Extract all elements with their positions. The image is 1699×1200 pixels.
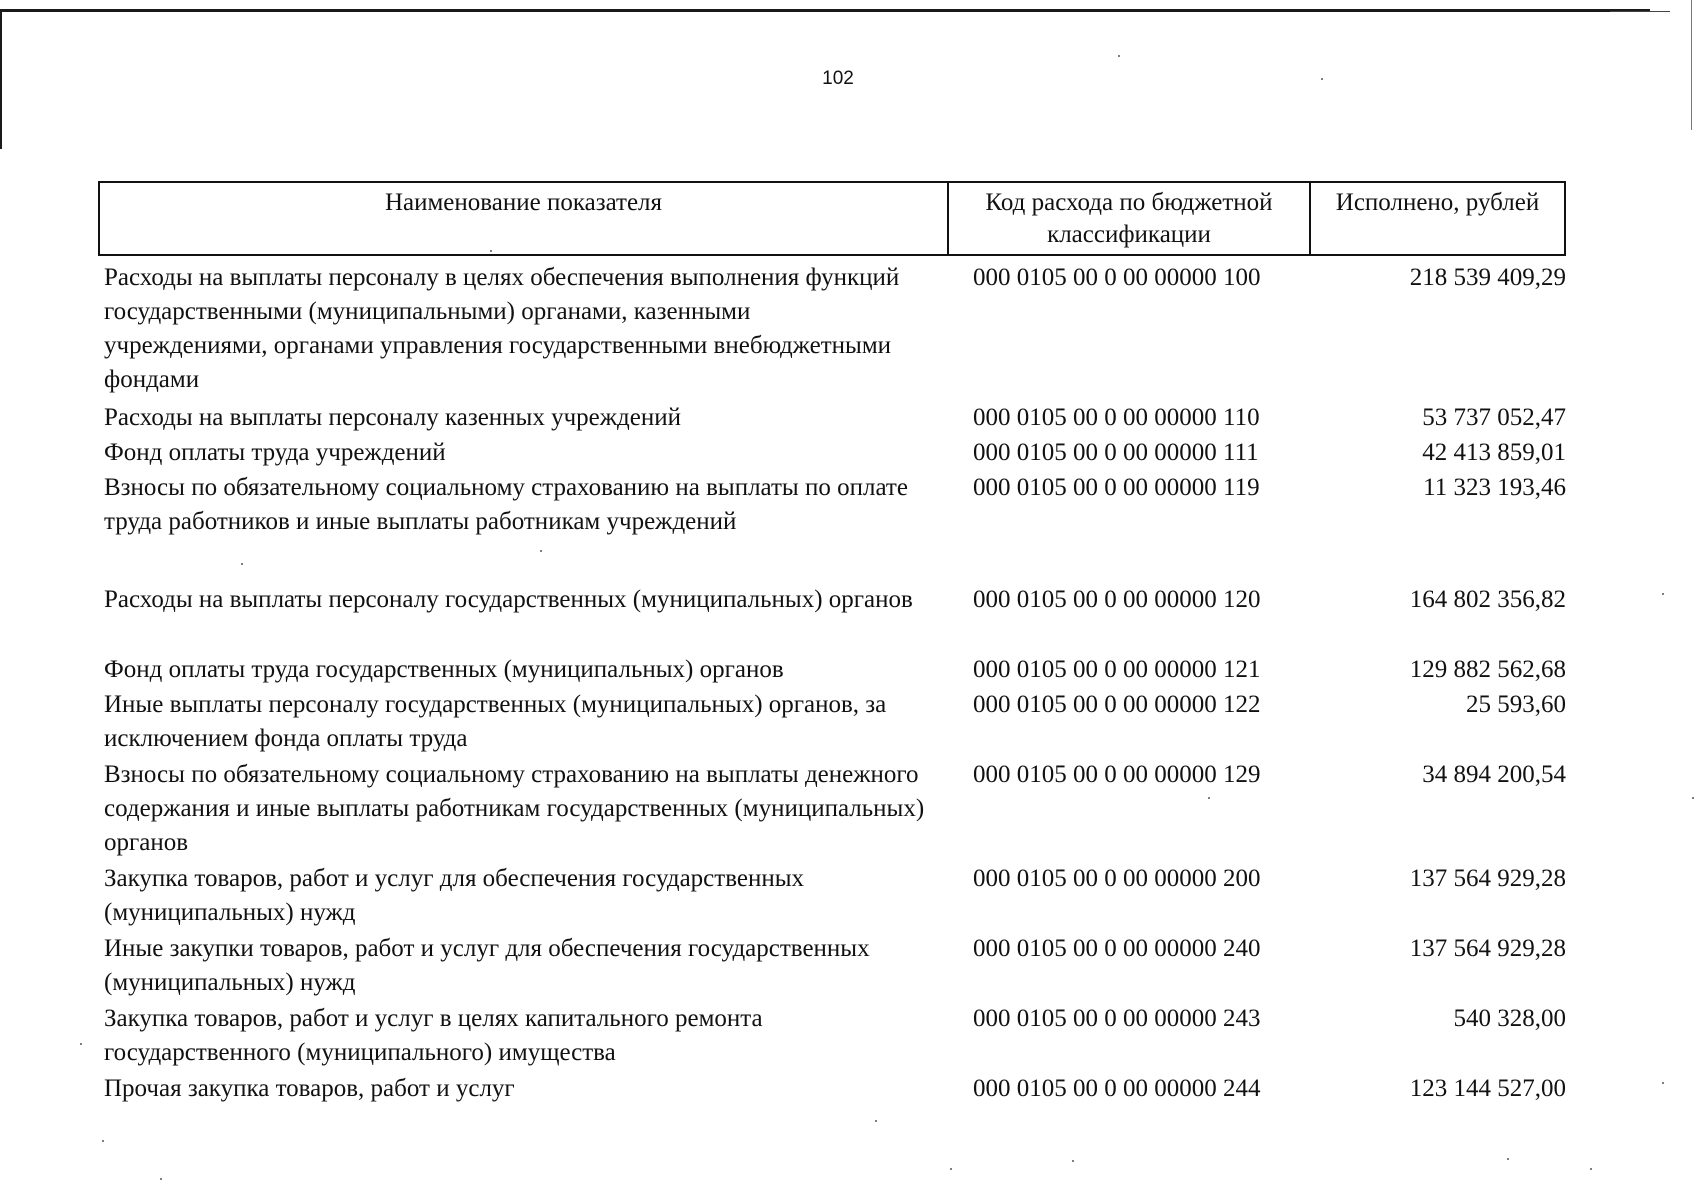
row-amount: 218 539 409,29 xyxy=(1409,264,1566,291)
scan-speck xyxy=(80,1043,82,1045)
scan-speck xyxy=(950,1168,952,1170)
scan-frame-top-edge-thin xyxy=(1610,11,1670,12)
row-code: 000 0105 00 0 00 00000 111 xyxy=(973,439,1259,466)
row-name: Закупка товаров, работ и услуг в целях капитального ремонта государственного (муниципального) имущества xyxy=(104,1005,763,1066)
table-row xyxy=(98,261,1566,401)
row-code: 000 0105 00 0 00 00000 122 xyxy=(973,691,1261,718)
row-amount: 42 413 859,01 xyxy=(1422,439,1566,466)
scan-frame-left-edge xyxy=(0,9,2,149)
row-code: 000 0105 00 0 00 00000 100 xyxy=(973,264,1261,291)
table-row xyxy=(98,653,1566,688)
scan-speck xyxy=(875,1120,877,1122)
row-amount: 123 144 527,00 xyxy=(1409,1075,1566,1102)
row-amount: 129 882 562,68 xyxy=(1409,656,1566,683)
row-code: 000 0105 00 0 00 00000 243 xyxy=(973,1005,1261,1032)
row-name: Закупка товаров, работ и услуг для обеспечения государственных (муниципальных) нужд xyxy=(104,865,805,926)
row-name: Прочая закупка товаров, работ и услуг xyxy=(104,1075,515,1102)
row-name: Расходы на выплаты персоналу казенных учреждений xyxy=(104,404,681,431)
scan-speck xyxy=(1590,1168,1592,1170)
row-amount: 53 737 052,47 xyxy=(1422,404,1566,431)
scan-speck xyxy=(1662,1082,1664,1084)
table-row xyxy=(98,862,1566,932)
header-budget-code: Код расхода по бюджетной классификации xyxy=(949,183,1311,254)
row-name: Расходы на выплаты персоналу в целях обеспечения выполнения функций государственными (муниципальными) органами, казенными учреждениями, органами управления государственными внебюджетными фондами xyxy=(104,264,900,393)
table-row xyxy=(98,688,1566,758)
row-name: Фонд оплаты труда учреждений xyxy=(104,439,446,466)
scan-speck xyxy=(102,1140,104,1142)
table-row xyxy=(98,1002,1566,1072)
row-code: 000 0105 00 0 00 00000 240 xyxy=(973,935,1261,962)
scan-speck xyxy=(540,550,542,552)
scan-speck xyxy=(1692,797,1694,799)
table-row xyxy=(98,932,1566,1002)
row-amount: 164 802 356,82 xyxy=(1409,586,1566,613)
row-amount: 540 328,00 xyxy=(1453,1005,1566,1032)
row-amount: 137 564 929,28 xyxy=(1409,865,1566,892)
row-code: 000 0105 00 0 00 00000 129 xyxy=(973,761,1261,788)
scan-speck xyxy=(1072,1160,1074,1162)
row-name: Иные выплаты персоналу государственных (муниципальных) органов, за исключением фонда оплаты труда xyxy=(104,691,887,752)
row-code: 000 0105 00 0 00 00000 120 xyxy=(973,586,1261,613)
table-row xyxy=(98,758,1566,862)
table-row xyxy=(98,436,1566,471)
row-name: Взносы по обязательному социальному страхованию на выплаты денежного содержания и иные выплаты работникам государственных (муниципальных) органов xyxy=(104,761,925,856)
scan-speck xyxy=(1321,78,1323,80)
scan-speck xyxy=(1208,797,1210,799)
scan-speck xyxy=(241,563,243,565)
scan-speck xyxy=(160,1178,162,1180)
row-code: 000 0105 00 0 00 00000 244 xyxy=(973,1075,1261,1102)
scan-frame-right-edge xyxy=(1691,0,1692,130)
row-code: 000 0105 00 0 00 00000 110 xyxy=(973,404,1260,431)
row-name: Расходы на выплаты персоналу государственных (муниципальных) органов xyxy=(104,586,913,613)
row-code: 000 0105 00 0 00 00000 121 xyxy=(973,656,1261,683)
table-body xyxy=(98,261,1566,1107)
table-row xyxy=(98,1072,1566,1107)
table-row xyxy=(98,401,1566,436)
row-amount: 25 593,60 xyxy=(1466,691,1566,718)
row-name: Иные закупки товаров, работ и услуг для обеспечения государственных (муниципальных) нужд xyxy=(104,935,870,996)
row-name: Взносы по обязательному социальному страхованию на выплаты по оплате труда работников и иные выплаты работникам учреждений xyxy=(104,474,908,535)
row-amount: 137 564 929,28 xyxy=(1409,935,1566,962)
header-indicator-name: Наименование показателя xyxy=(100,183,949,254)
table-row xyxy=(98,471,1566,583)
row-code: 000 0105 00 0 00 00000 119 xyxy=(973,474,1260,501)
scan-speck xyxy=(1662,593,1664,595)
scan-speck xyxy=(490,250,492,252)
row-name: Фонд оплаты труда государственных (муниципальных) органов xyxy=(104,656,784,683)
row-amount: 11 323 193,46 xyxy=(1423,474,1566,501)
page-number: 102 xyxy=(822,68,854,89)
table-row xyxy=(98,583,1566,653)
scan-frame-top-edge xyxy=(0,9,1650,12)
row-amount: 34 894 200,54 xyxy=(1422,761,1566,788)
scan-speck xyxy=(1507,1158,1509,1160)
header-executed-amount: Исполнено, рублей xyxy=(1335,189,1540,216)
scan-speck xyxy=(1118,55,1120,57)
table-header xyxy=(98,181,1566,256)
row-code: 000 0105 00 0 00 00000 200 xyxy=(973,865,1261,892)
